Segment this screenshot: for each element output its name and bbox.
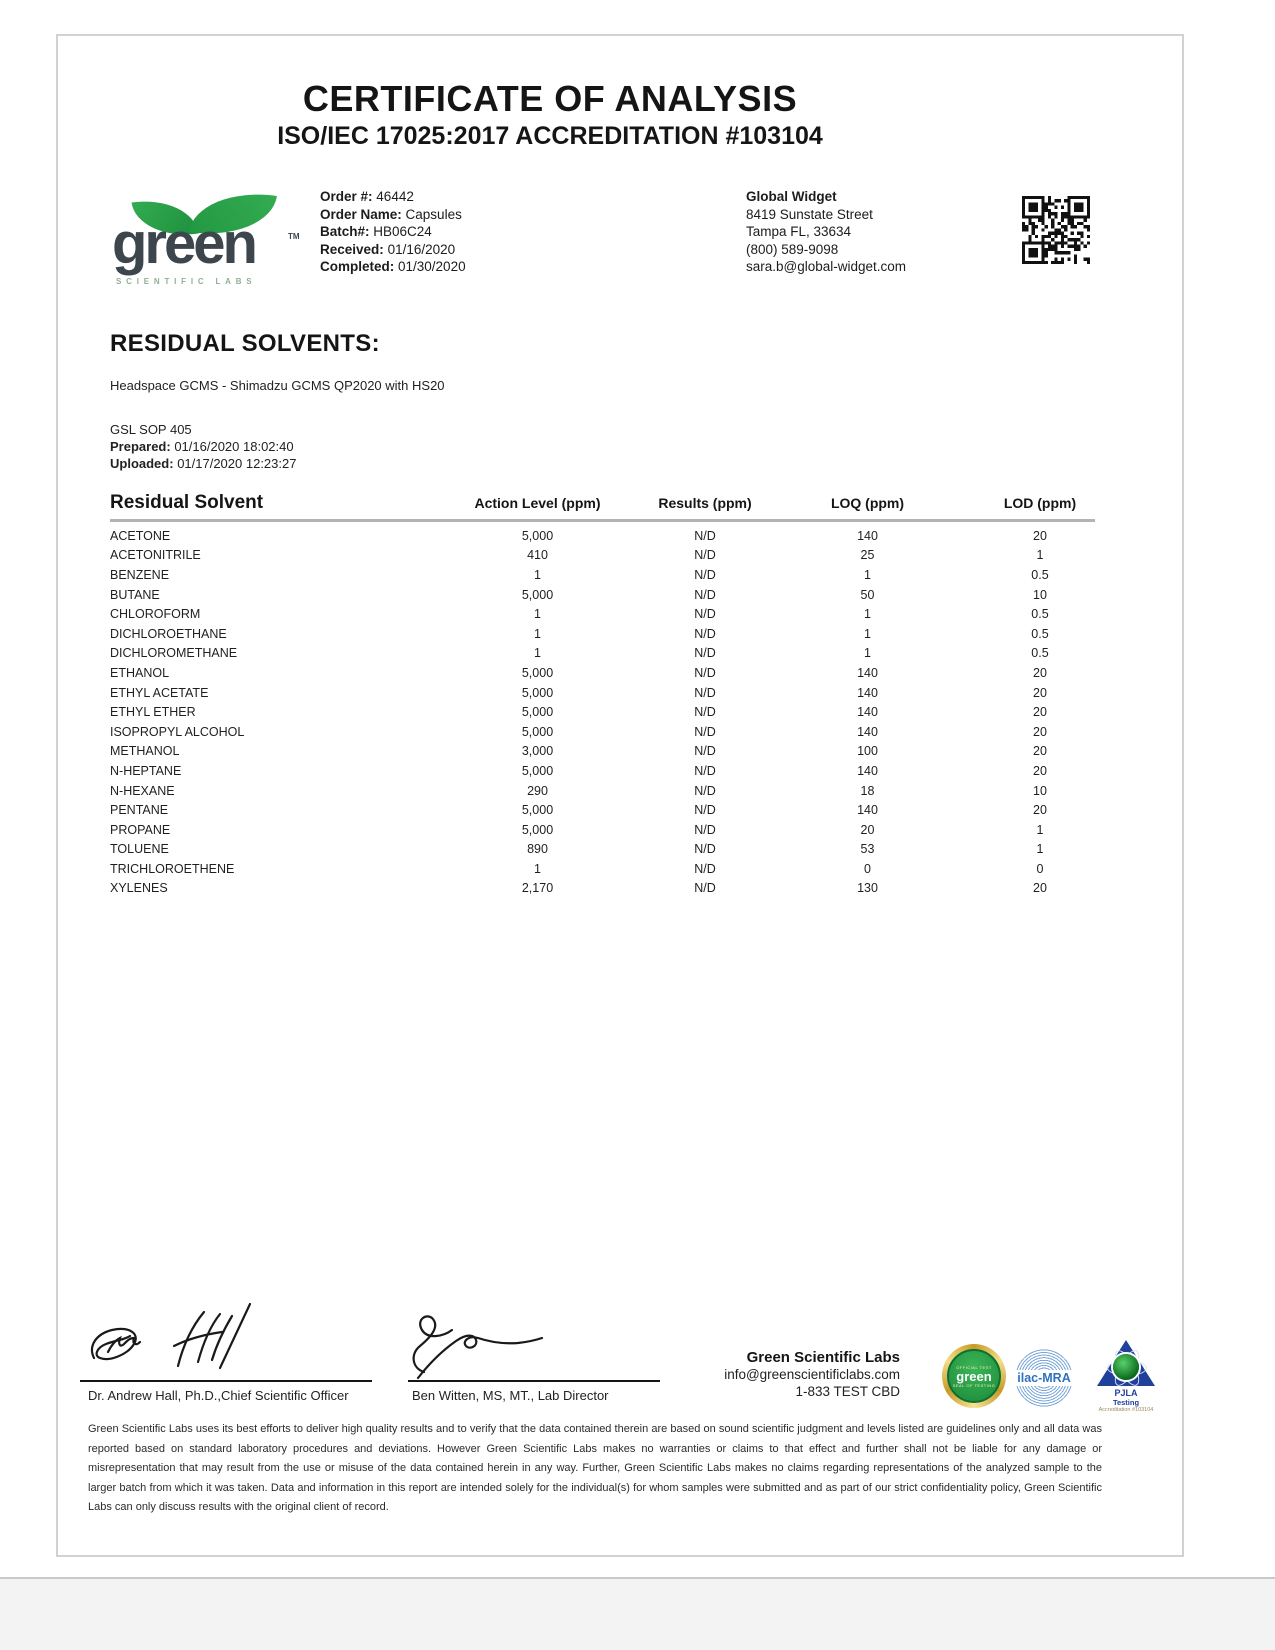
sop-block	[110, 422, 296, 472]
seal-bottom-text: SEAL OF TESTING	[952, 1382, 996, 1388]
completed-date	[320, 258, 466, 276]
received-date	[320, 241, 466, 259]
table-row	[110, 683, 1120, 703]
solvent-value: 0	[864, 861, 871, 876]
solvent-name: ETHANOL	[110, 665, 170, 680]
solvent-value: 140	[857, 705, 878, 720]
table-header-row	[110, 492, 1120, 514]
solvent-value: 50	[860, 587, 875, 602]
solvent-name: PROPANE	[110, 822, 171, 837]
solvent-name: DICHLOROETHANE	[110, 626, 227, 641]
uploaded-label: Uploaded:	[110, 455, 174, 471]
solvent-value: 5,000	[521, 685, 554, 700]
solvent-value: 20	[1033, 763, 1047, 778]
solvent-value: N/D	[694, 646, 716, 661]
page-bottom-edge	[0, 1577, 1275, 1650]
solvent-name: TRICHLOROETHENE	[110, 861, 235, 876]
order-name	[320, 206, 466, 224]
solvent-value: 5,000	[521, 724, 554, 739]
uploaded-line	[110, 456, 296, 473]
section-title: RESIDUAL SOLVENTS:	[110, 330, 380, 357]
solvent-value: 1	[1036, 822, 1044, 837]
column-header-residual-solvent: Residual Solvent	[110, 492, 264, 513]
solvent-value: 20	[1033, 528, 1047, 543]
table-row	[110, 702, 1120, 722]
method-description: Headspace GCMS - Shimadzu GCMS QP2020 with HS20	[110, 378, 445, 393]
column-header-lod: LOD (ppm)	[1003, 495, 1077, 511]
prepared-value: 01/16/2020 18:02:40	[174, 438, 294, 454]
solvent-value: N/D	[694, 724, 716, 739]
prepared-line	[110, 439, 296, 456]
solvent-value: 0	[1036, 861, 1044, 876]
received-value: 01/16/2020	[387, 241, 456, 257]
solvent-value: 1	[534, 626, 541, 641]
solvent-value: N/D	[694, 822, 716, 837]
solvent-value: 1	[534, 567, 541, 582]
solvent-value: 20	[1033, 685, 1047, 700]
solvent-value: 140	[857, 685, 878, 700]
pjla-name: PJLA	[1114, 1388, 1138, 1398]
ilac-mra-label: ilac-MRA	[1017, 1371, 1071, 1385]
solvent-value: 20	[1033, 665, 1047, 680]
seal-wordmark: green	[956, 1368, 992, 1384]
solvent-value: 2,170	[521, 881, 554, 896]
solvent-name: ETHYL ETHER	[110, 705, 196, 720]
client-name: Global Widget	[746, 189, 837, 204]
solvent-value: 53	[860, 842, 875, 857]
seal-top-text: OFFICIAL TEST	[956, 1364, 992, 1370]
disclaimer-text: Green Scientific Labs uses its best efforts to deliver high quality results and to verify that the data contained therein are based on sound scientific judgment and levels listed are guidelines only and all data was reported based on standard laboratory procedures and deviations. However Green Scientific Labs makes no warranties or claims to that effect and further shall not be liable for any damage or misrepresentation that may result from the use or misuse of the data contained herein in any way. Further, Green Scientific Labs makes no claims regarding representations of the analyzed sample to the larger batch from which it was taken. Data and information in this report are intended solely for the individual(s) for whom samples were submitted and as part of our strict confidentiality policy, Green Scientific Labs can only discuss results with the original client of record.	[88, 1423, 1102, 1514]
column-header-action-level: Action Level (ppm)	[474, 495, 601, 511]
solvent-value: N/D	[694, 744, 716, 759]
table-row	[110, 663, 1120, 683]
signature-line	[408, 1380, 660, 1382]
lab-email: info@greenscientificlabs.com	[724, 1366, 900, 1382]
table-row	[110, 761, 1120, 781]
signature-line	[80, 1380, 372, 1382]
solvent-value: 5,000	[521, 665, 554, 680]
uploaded-value: 01/17/2020 12:23:27	[177, 455, 297, 471]
solvent-value: 1	[864, 607, 871, 622]
order-name-label: Order Name:	[320, 206, 402, 222]
client-info-block	[746, 188, 906, 276]
solvent-value: 10	[1033, 587, 1047, 602]
table-row	[110, 859, 1120, 879]
footer-contact-block	[640, 1350, 900, 1400]
solvent-value: 1	[864, 567, 871, 582]
solvent-name: ETHYL ACETATE	[110, 685, 209, 700]
solvent-value: 140	[857, 724, 878, 739]
solvent-value: 5,000	[521, 705, 554, 720]
client-address-line1: 8419 Sunstate Street	[746, 206, 873, 222]
column-header-results: Results (ppm)	[658, 495, 752, 511]
table-header-rule	[110, 519, 1095, 522]
logo-tagline: SCIENTIFIC LABS	[116, 277, 257, 286]
table-row	[110, 624, 1120, 644]
order-info-block	[320, 188, 466, 276]
solvent-value: 20	[860, 822, 875, 837]
solvent-value: N/D	[694, 763, 716, 778]
table-row	[110, 644, 1120, 664]
solvent-name: XYLENES	[110, 881, 168, 896]
solvent-value: 3,000	[521, 744, 554, 759]
order-number-label: Order #:	[320, 189, 373, 204]
green-scientific-labs-logo	[112, 196, 312, 291]
order-number-value: 46442	[376, 189, 414, 204]
solvent-value: 0.5	[1031, 607, 1049, 622]
accreditation-subtitle: ISO/IEC 17025:2017 ACCREDITATION #103104	[277, 122, 823, 150]
solvent-value: 140	[857, 665, 878, 680]
table-row	[110, 546, 1120, 566]
solvent-value: 1	[534, 646, 541, 661]
solvent-value: 20	[1033, 744, 1047, 759]
solvent-value: N/D	[694, 567, 716, 582]
solvent-value: 0.5	[1031, 626, 1049, 641]
client-address-line2: Tampa FL, 33634	[746, 224, 852, 240]
solvent-value: 100	[857, 744, 878, 759]
solvent-value: 5,000	[521, 803, 554, 818]
solvent-value: N/D	[694, 587, 716, 602]
solvent-value: 1	[864, 626, 871, 641]
solvent-name: ISOPROPYL ALCOHOL	[110, 724, 245, 739]
batch-number	[320, 223, 466, 241]
pjla-badge	[1088, 1340, 1164, 1414]
page-title: CERTIFICATE OF ANALYSIS	[302, 78, 798, 119]
solvent-value: 890	[527, 842, 548, 857]
solvent-value: 5,000	[521, 763, 554, 778]
solvent-name: BENZENE	[110, 567, 170, 582]
sop-number: GSL SOP 405	[110, 422, 192, 437]
order-name-value: Capsules	[405, 206, 462, 222]
solvent-value: N/D	[694, 881, 716, 896]
table-row	[110, 526, 1120, 546]
pjla-testing-label: Testing	[1112, 1398, 1140, 1407]
solvent-value: N/D	[694, 626, 716, 641]
solvent-value: 20	[1033, 881, 1047, 896]
signer-name-title: Dr. Andrew Hall, Ph.D.,Chief Scientific Officer	[88, 1388, 349, 1403]
client-email: sara.b@global-widget.com	[746, 259, 907, 275]
solvent-value: 20	[1033, 724, 1047, 739]
solvent-value: 1	[534, 607, 541, 622]
solvent-value: N/D	[694, 861, 716, 876]
solvent-value: N/D	[694, 685, 716, 700]
qr-code	[1022, 196, 1090, 264]
solvent-name: METHANOL	[110, 744, 180, 759]
solvent-name: N-HEPTANE	[110, 763, 182, 778]
signature-andrew-hall	[86, 1296, 266, 1381]
solvent-value: 1	[1036, 842, 1044, 857]
lab-name: Green Scientific Labs	[746, 1349, 900, 1366]
signer-name-title: Ben Witten, MS, MT., Lab Director	[412, 1388, 609, 1403]
solvent-value: 5,000	[521, 528, 554, 543]
solvent-value: 18	[860, 783, 875, 798]
solvent-value: N/D	[694, 528, 716, 543]
batch-value: HB06C24	[373, 224, 432, 240]
solvent-value: N/D	[694, 665, 716, 680]
pjla-triangle-icon	[1097, 1340, 1155, 1386]
green-seal-center	[947, 1349, 1001, 1403]
solvent-value: 5,000	[521, 822, 554, 837]
solvent-value: N/D	[694, 842, 716, 857]
solvent-name: DICHLOROMETHANE	[110, 646, 238, 661]
solvent-value: N/D	[694, 548, 716, 563]
signature-ben-witten	[400, 1308, 550, 1380]
solvent-value: 20	[1033, 803, 1047, 818]
table-row	[110, 722, 1120, 742]
solvent-value: 1	[1036, 548, 1044, 563]
solvent-value: 140	[857, 763, 878, 778]
solvent-value: N/D	[694, 607, 716, 622]
solvent-value: N/D	[694, 705, 716, 720]
solvent-name: BUTANE	[110, 587, 160, 602]
batch-label: Batch#:	[320, 224, 370, 240]
table-row	[110, 820, 1120, 840]
atom-icon	[1113, 1354, 1139, 1380]
solvent-value: 410	[527, 548, 548, 563]
solvent-name: N-HEXANE	[110, 783, 175, 798]
solvent-value: 140	[857, 528, 878, 543]
completed-value: 01/30/2020	[398, 259, 466, 275]
solvent-value: N/D	[694, 803, 716, 818]
completed-label: Completed:	[320, 259, 395, 275]
solvents-table-body	[110, 526, 1120, 898]
pjla-accreditation: Accreditation #103104	[1098, 1407, 1154, 1413]
table-row	[110, 565, 1120, 585]
table-row	[110, 742, 1120, 762]
solvent-name: CHLOROFORM	[110, 607, 201, 622]
prepared-label: Prepared:	[110, 438, 171, 454]
solvent-value: 20	[1033, 705, 1047, 720]
trademark-symbol: TM	[288, 232, 300, 241]
column-header-loq: LOQ (ppm)	[830, 495, 905, 511]
solvent-value: 5,000	[521, 587, 554, 602]
table-row	[110, 879, 1120, 899]
solvent-value: 10	[1033, 783, 1047, 798]
solvent-value: 0.5	[1031, 646, 1049, 661]
solvent-value: 25	[860, 548, 875, 563]
order-number	[320, 188, 466, 206]
lab-phone: 1-833 TEST CBD	[795, 1383, 900, 1399]
solvent-value: 1	[534, 861, 541, 876]
received-label: Received:	[320, 241, 384, 257]
solvent-value: N/D	[694, 783, 716, 798]
solvent-value: 130	[857, 881, 878, 896]
solvent-name: TOLUENE	[110, 842, 169, 857]
solvent-name: ACETONITRILE	[110, 548, 201, 563]
solvent-value: 290	[527, 783, 548, 798]
table-row	[110, 781, 1120, 801]
solvent-name: PENTANE	[110, 803, 169, 818]
solvent-name: ACETONE	[110, 528, 171, 543]
solvents-table	[110, 492, 1120, 898]
ilac-mra-badge	[1014, 1348, 1074, 1408]
solvent-value: 1	[864, 646, 871, 661]
solvent-value: 140	[857, 803, 878, 818]
client-phone: (800) 589-9098	[746, 241, 839, 257]
green-seal-badge	[942, 1344, 1006, 1408]
logo-wordmark: green	[112, 211, 255, 276]
table-row	[110, 800, 1120, 820]
table-row	[110, 604, 1120, 624]
solvent-value: 0.5	[1031, 567, 1049, 582]
table-row	[110, 840, 1120, 860]
table-row	[110, 585, 1120, 605]
qr-code-image	[1022, 196, 1090, 264]
